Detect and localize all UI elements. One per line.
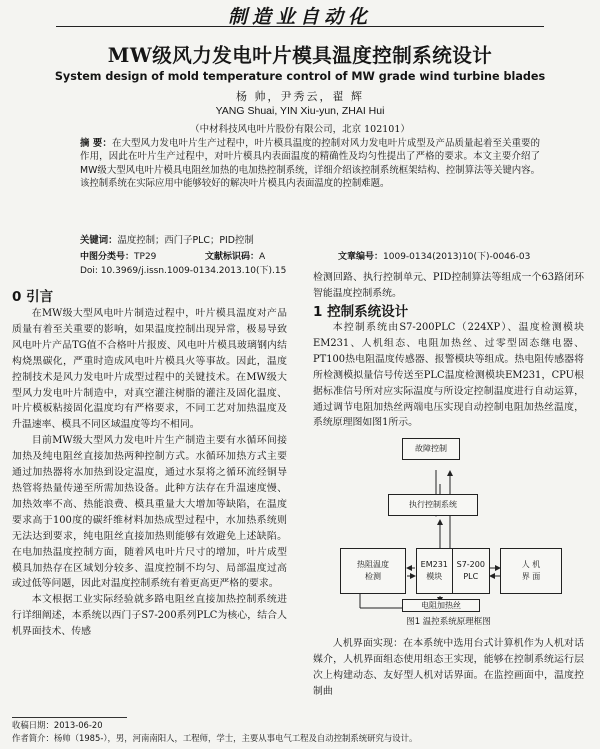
em231-label-1: EM231 bbox=[420, 560, 448, 569]
figure-1-block-diagram bbox=[340, 436, 564, 612]
journal-header: 制造业自动化 bbox=[227, 6, 372, 28]
left-column bbox=[12, 306, 287, 640]
paragraph: 本控制系统由S7-200PLC（224XP）、温度检测模块EM231、人机组态、电阻加热丝、过零型固态继电器、PT100热电阻温度传感器、报警模块等组成。热电阻传感器将所检测模拟量信号传送至PLC温度检测模块EM231，CPU根据标准信号所对应实际温度与所设定控制温度进行自动运算，通过调节电阻加热丝两端电压实现自动控制电阻加热丝温度，系统原理图如图1所示。 bbox=[313, 322, 584, 429]
em231-module-box bbox=[417, 549, 453, 593]
article-no-label: 文章编号： bbox=[338, 252, 384, 262]
footnotes bbox=[12, 719, 592, 745]
em231-label-2: 模块 bbox=[426, 572, 443, 581]
footnote-author: 作者简介：杨帅（1985-），男，河南南阳人，工程师，学士，主要从事电气工程及自动控制系统研究与设计。 bbox=[12, 733, 418, 743]
clc-label: 中图分类号： bbox=[80, 252, 135, 262]
keywords-label: 关键词： bbox=[80, 235, 118, 246]
paper-title-en: System design of mold temperature control of MW grade wind turbine blades bbox=[54, 70, 546, 83]
plc-group bbox=[416, 548, 490, 594]
footnote-received: 收稿日期：2013-06-20 bbox=[12, 720, 103, 730]
abstract bbox=[80, 137, 540, 191]
section-0-heading: 0 引言 bbox=[12, 289, 54, 305]
document-code bbox=[205, 249, 265, 262]
keywords-text: 温度控制；西门子PLC；PID控制 bbox=[117, 235, 254, 246]
paper-title-cn: MW级风力发电叶片模具温度控制系统设计 bbox=[107, 44, 493, 67]
sensor-label-2: 检测 bbox=[365, 572, 381, 581]
paragraph: 目前MW级大型风力发电叶片生产制造主要有水循环间接加热及纯电阻丝直接加热两种控制方式。水循环加热方式主要通过加热器将水加热到设定温度，通过水泵将之循环流经铜导热管将热量传递至所需加热设备。此种方法存在升温速度慢、加热效率不高、热能浪费、模具重量大大增加等缺陷，在温度要求高于100度的碳纤维材料加热成型过程中，水加热系统则无法达到要求，纯电阻丝直接加热则能够有效避免上述缺陷。在电加热温度控制方面，随着风电叶片尺寸的增加，叶片成型模具加热存在区域划分较多、温度控制不均匀、局部温度过高或过低等问题，因此对温度控制系统有着更高更严格的要求。 bbox=[12, 435, 287, 590]
paragraph: 在MW级大型风电叶片制造过程中，叶片模具温度对产品质量有着至关重要的影响，如果温度控制出现异常，极易导致风电叶片产品TG值不合格叶片报废、风电叶片模具玻璃钢内结构烧黑碳化，严重时造成风电叶片模具火等事故。因此，温度控制技术是风力发电叶片成型过程中的关键技术。在MW级大型风力发电叶片制造中，对真空灌注树脂的灌注及固化温度、叶片模板粘接固化温度均有严格要求，不同工艺对加热温度及升温速率、模具不同区域温度等均不相同。 bbox=[12, 308, 287, 431]
keywords bbox=[80, 232, 540, 246]
right-column-bottom bbox=[313, 636, 584, 700]
execution-control-box: 执行控制系统 bbox=[388, 494, 478, 516]
authors-en: YANG Shuai, YIN Xiu-yun, ZHAI Hui bbox=[215, 105, 385, 117]
header-rule bbox=[56, 26, 544, 27]
hmi-box bbox=[500, 548, 562, 594]
doc-code-label: 文献标识码： bbox=[205, 252, 260, 262]
temperature-sensor-box bbox=[340, 548, 406, 594]
journal-header-band bbox=[0, 0, 600, 28]
sensor-label-1: 热阻温度 bbox=[357, 560, 389, 569]
article-number bbox=[338, 249, 530, 262]
hmi-label-1: 人 机 bbox=[521, 560, 541, 569]
doc-code-value: A bbox=[259, 252, 266, 262]
fault-control-box: 故障控制 bbox=[402, 438, 460, 460]
clc-number bbox=[80, 249, 156, 262]
footnote-rule bbox=[12, 717, 127, 718]
hmi-label-2: 界 面 bbox=[521, 572, 541, 581]
clc-value: TP29 bbox=[134, 252, 157, 262]
paragraph: 本文根据工业实际经验就多路电阻丝直接加热控制系统进行详细阐述，本系统以西门子S7-200系列PLC为核心，结合人机界面技术、传感 bbox=[12, 594, 287, 638]
paragraph: 检测回路、执行控制单元、PID控制算法等组成一个63路闭环智能温度控制系统。 bbox=[313, 272, 584, 299]
paragraph: 人机界面实现：在本系统中选用台式计算机作为人机对话媒介，人机界面组态使用组态王实现，能够在控制系统运行层次上构建动态、友好型人机对话界面。在监控画面中，温度控制曲 bbox=[313, 638, 584, 697]
plc-label-2: PLC bbox=[463, 572, 479, 581]
affiliation: （中材科技风电叶片股份有限公司，北京 102101） bbox=[190, 124, 410, 135]
abstract-label: 摘 要： bbox=[80, 138, 112, 149]
right-column-mid bbox=[313, 320, 584, 431]
article-no-value: 1009-0134(2013)10(下)-0046-03 bbox=[383, 252, 531, 262]
section-1-heading: 1 控制系统设计 bbox=[313, 304, 409, 320]
heating-wire-box: 电阻加热丝 bbox=[402, 599, 480, 612]
s7-200-plc-box bbox=[453, 549, 489, 593]
doi: Doi: 10.3969/j.issn.1009-0134.2013.10(下).15 bbox=[80, 266, 287, 276]
authors-cn: 杨 帅，尹秀云，翟 辉 bbox=[236, 90, 364, 103]
figure-1-caption: 图1 温控系统原理框图 bbox=[406, 617, 491, 627]
right-column-top bbox=[313, 270, 584, 302]
abstract-text: 在大型风力发电叶片生产过程中，叶片模具温度的控制对风力发电叶片成型及产品质量起着至关重要的作用，因此在叶片生产过程中，对叶片模具内表面温度的精确性及均匀性提出了严格的要求。本文主要介绍了MW级大型风电叶片模具电阻丝加热的电加热控制系统，详细介绍该控制系统框架结构、控制算法等关键内容。该控制系统在实际应用中能够较好的解决叶片模具内表面温度的控制难题。 bbox=[80, 138, 540, 190]
plc-label-1: S7-200 bbox=[456, 560, 485, 569]
